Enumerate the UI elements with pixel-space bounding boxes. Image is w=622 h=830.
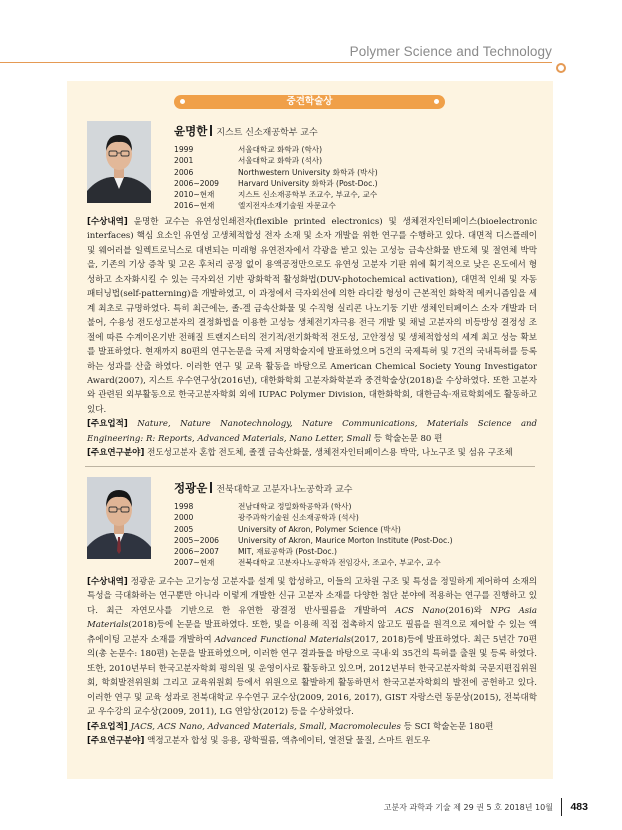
person2-photo — [87, 477, 151, 559]
career-desc: 광주과학기술원 신소재공학과 (석사) — [238, 513, 359, 523]
career-desc: 엘지전자소재기술원 자문교수 — [238, 201, 336, 211]
papers-label: [주요업적] — [87, 419, 128, 430]
career-row — [174, 144, 378, 155]
papers-label: [주요업적] — [87, 721, 128, 732]
fields-label: [주요연구분야] — [87, 735, 145, 746]
footer-separator — [561, 798, 563, 816]
papers-suffix: 등 학술논문 80 편 — [373, 433, 443, 444]
career-desc: University of Akron, Maurice Morton Institute (Post-Doc.) — [238, 535, 453, 545]
career-year: 2006 — [174, 167, 194, 177]
career-row — [174, 178, 378, 189]
career-desc: MIT, 재료공학과 (Post-Doc.) — [238, 547, 337, 557]
papers-suffix: 등 SCI 학술논문 180편 — [403, 721, 494, 732]
career-year: 1998 — [174, 502, 194, 511]
section-title: 중견학술상 — [286, 96, 333, 107]
career-desc: Northwestern University 화학과 (박사) — [238, 167, 378, 177]
achievements-text: (2017, 2018)등에 발표하였다. 최근 5년간 70편의(총 논문수: 180편) 논문을 발표하였으며, 이러한 연구 결과들을 바탕으로 국내·외 35건의 특허를 출원 및 등록 하였다. 또한, 2010년부터 한국고분자학회 평의원 및 운영이사로 활동하고 있으며, 2012년부터 한국고분자학회 국문지편집위원회, 학회발전위원회 그리고 교육위원회 등에서 위원으로 활발하게 활동하면서 한국고분자학회의 발전에 공헌하고 있다. 이러한 연구 및 교육 성과로 전북대학교 우수연구 교수상(2009, 2016, 2017), GIST 자랑스런 동문상(2015), 전북대학교 우수강의 교수상(2009, 2011), LG 연암상(2012) 등을 수상하였다. — [87, 634, 538, 718]
career-year: 2005 — [174, 524, 194, 534]
career-desc: 서울대학교 화학과 (석사) — [238, 156, 323, 166]
achievements-label: [수상내역] — [87, 577, 128, 587]
career-year: 2010~현재 — [174, 190, 215, 200]
name-separator — [210, 482, 212, 493]
journal-name: ACS Nano — [395, 605, 446, 616]
person2-papers — [87, 720, 537, 734]
person2-fields — [87, 734, 537, 748]
career-year: 2007~현재 — [174, 558, 215, 568]
career-row — [174, 189, 378, 200]
achievements-text: (2016)와 — [445, 605, 483, 616]
fields-label: [주요연구분야] — [87, 448, 145, 459]
career-desc: Harvard University 화학과 (Post-Doc.) — [238, 178, 378, 188]
career-year: 2001 — [174, 156, 194, 166]
career-year: 2006~2009 — [174, 178, 220, 188]
career-desc: 지스트 신소재공학부 조교수, 부교수, 교수 — [238, 190, 378, 200]
career-desc: 서울대학교 화학과 (학사) — [238, 145, 323, 154]
person-divider — [85, 466, 535, 467]
person1-affiliation: 지스트 신소재공학부 교수 — [216, 128, 318, 138]
banner-dot-right — [434, 99, 439, 104]
person1-career — [174, 144, 378, 212]
header-rule — [0, 62, 552, 63]
person1-body — [87, 215, 537, 461]
fields-text: 액정고분자 합성 및 응용, 광학필름, 액츄에이터, 열전달 물질, 스마트 윈도우 — [147, 735, 431, 746]
person1-fields — [87, 446, 537, 460]
journal-name: NPG Asia Materials — [87, 605, 537, 631]
person2-name-line — [174, 480, 352, 496]
career-year: 1999 — [174, 145, 194, 154]
career-desc: 전남대학교 정밀화학공학과 (학사) — [238, 502, 352, 511]
career-row — [174, 557, 453, 568]
career-row — [174, 501, 453, 512]
career-row — [174, 524, 453, 535]
achievements-text: (2018)등에 논문을 발표하였다. 또한, 빛을 이용해 직접 접촉하지 않고도 필름을 원격으로 제어할 수 있는 액츄에이팅 고분자 소재를 개발하여 — [87, 620, 537, 645]
page-number: 483 — [570, 801, 588, 813]
journal-title: Polymer Science and Technology — [349, 44, 552, 59]
person2-achievements — [87, 575, 537, 720]
journal-issue-info: 고분자 과학과 기술 제 29 권 5 호 2018년 10월 — [383, 802, 553, 812]
career-row — [174, 546, 453, 557]
header-circle-ornament — [556, 63, 566, 73]
person2-name: 정광운 — [174, 481, 208, 495]
papers-journals: Nature, Nature Nanotechnology, Nature Communications, Materials Science and Engineering: R: Reports, Advanced Materials, Nano Letter, Small — [87, 419, 538, 444]
person1-name: 윤명한 — [174, 124, 208, 138]
achievements-text: 윤명한 교수는 유연성인쇄전자(flexible printed electronics) 및 생체전자인터페이스(bioelectronic interfaces) 핵심 요소인 유연성 고생체적합성 전자 소재 및 소자 개발을 위한 연구를 수행하고 있다. 대면적 디스플레이 및 웨어러블 일렉트로닉스로 대변되는 미래형 유연전자에서 각광을 받고 있는 고성능 금속산화물 반도체 및 절연체 박막을, 기존의 기상 증착 및 고온 후처리 공정 없이 용액공정만으로도 유연성 고분자 기판 위에 획기적으로 낮은 온도에서 형성하고 소자화시킬 수 있는 극자외선 기반 광화학적 활성화법(DUV-photochemical activation), 대면적 인쇄 및 자동패터닝법(self-patterning)을 개발하였고, 이 과정에서 극자외선에 의한 라디칼 형성이 근본적인 화학적 메커니즘임을 세계 최초로 규명하였다. 특히 최근에는, 졸-겔 금속산화물 및 수직형 실리콘 나노기둥 기반 생체인터페이스 소자 개발과 더불어, 수용성 전도성고분자의 결정화법을 이용한 고성능 생체전기자극용 전극 개발 및 채널 고분자의 비등방성 결정성 조절에 따른 수계이온기반 전해질 트랜지스터의 전기적/전기화학적 전도성, 고안정성 및 생체적합성의 세계 최고 성능 확보를 발표하였다. 현재까지 80편의 연구논문을 국제 저명학술지에 발표하였으며 5건의 국제특허 및 7건의 국내특허를 등록하는 성과를 산출 하였다. 이러한 연구 및 교육 활동을 바탕으로 American Chemical Society Young Investigator Award(2007), 지스트 우수연구상(2016년), 대한화학회 고분자화학분과 중견학술상(2018)을 수상하였다. 또한 고분자와 관련된 외부활동으로 한국고분자학회 외에 IUPAC Polymer Division, 대한화학회, 대한금속·재료학회에도 활동하고 있다. — [87, 217, 537, 415]
person2-body — [87, 575, 537, 748]
career-row — [174, 512, 453, 523]
fields-text: 전도성고분자 혼합 전도체, 졸겔 금속산화물, 생체전자인터페이스용 박막, 나노구조 및 섬유 구조체 — [147, 448, 513, 459]
career-desc: University of Akron, Polymer Science (박사) — [238, 524, 401, 534]
career-row — [174, 155, 378, 166]
achievements-text: 정광운 교수는 고기능성 고분자를 설계 및 합성하고, 이들의 고차원 구조 및 특성을 정밀하게 제어하여 소재의 특성을 극대화하는 연구뿐만 아니라 이렇게 개발한 신규 고분자 소재를 다양한 첨단 분야에 적용하는 연구를 진행하고 있다. 최근 자연모사를 기반으로 한 유연한 광결정 반사필름을 개발하여 — [87, 577, 538, 616]
career-year: 2000 — [174, 513, 194, 523]
person2-affiliation: 전북대학교 고분자나노공학과 교수 — [216, 485, 353, 495]
page-footer — [384, 798, 588, 816]
person1-name-line — [174, 123, 318, 139]
career-row — [174, 167, 378, 178]
career-year: 2016~현재 — [174, 201, 215, 211]
person2-career — [174, 501, 453, 569]
journal-name: Advanced Functional Materials — [214, 634, 351, 645]
person1-achievements — [87, 215, 537, 417]
name-separator — [210, 125, 212, 136]
career-row — [174, 535, 453, 546]
achievements-label: [수상내역] — [87, 217, 128, 227]
career-row — [174, 200, 378, 211]
section-banner — [174, 95, 445, 109]
papers-journals: JACS, ACS Nano, Advanced Materials, Small, Macromolecules — [130, 721, 401, 732]
award-panel — [67, 81, 553, 779]
person1-papers — [87, 417, 537, 446]
career-year: 2005~2006 — [174, 535, 220, 545]
career-desc: 전북대학교 고분자나노공학과 전임강사, 조교수, 부교수, 교수 — [238, 558, 441, 568]
person1-photo — [87, 121, 151, 203]
career-year: 2006~2007 — [174, 547, 220, 557]
